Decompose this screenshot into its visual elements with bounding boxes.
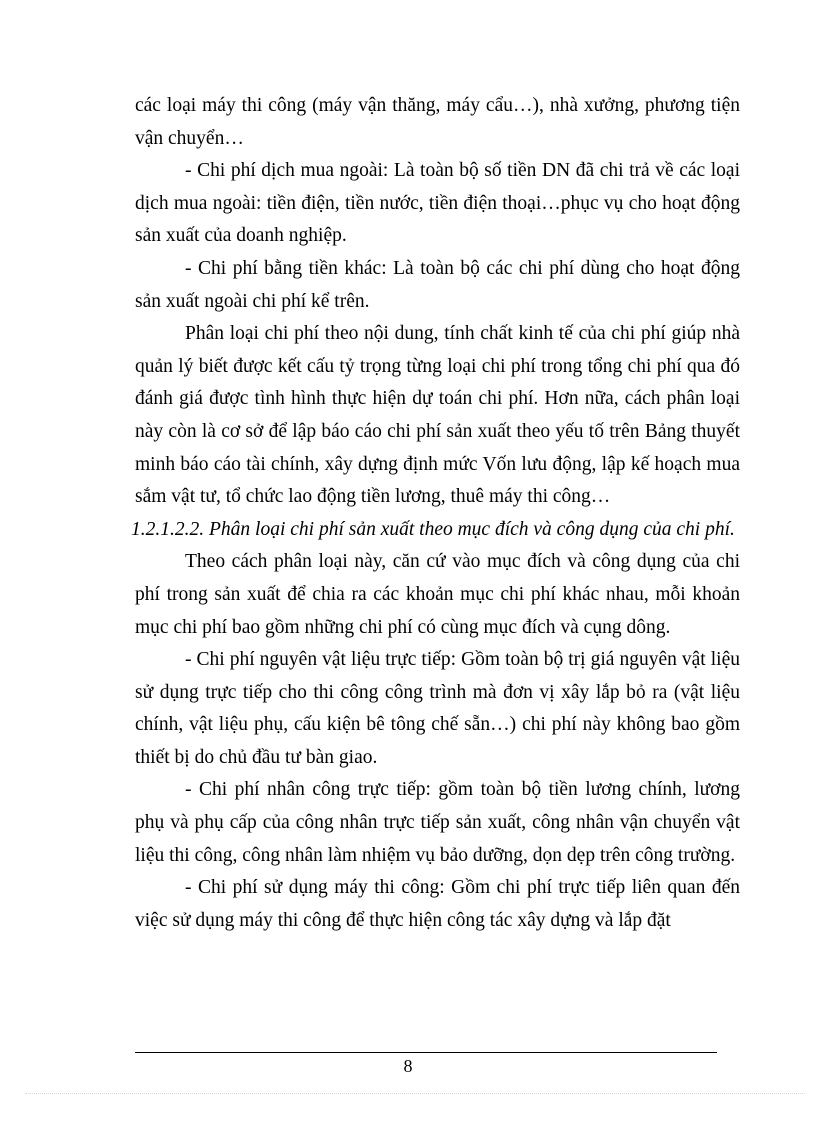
paragraph-direct-materials-cost: - Chi phí nguyên vật liệu trực tiếp: Gồm toàn bộ trị giá nguyên vật liệu sử dụng trực tiếp cho thi công công trình mà đơn vị xây lắp bỏ ra (vật liệu chính, vật liệu phụ, cấu kiện bê tông chế sẵn…) chi phí này không bao gồm thiết bị do chủ đầu tư bàn giao. bbox=[135, 649, 740, 768]
page-number: 8 bbox=[403, 1056, 413, 1076]
paragraph-other-cash-cost: - Chi phí bằng tiền khác: Là toàn bộ các chi phí dùng cho hoạt động sản xuất ngoài chi phí kể trên. bbox=[135, 257, 740, 312]
page-bottom-edge bbox=[25, 1093, 805, 1094]
paragraph-direct-labor-cost: - Chi phí nhân công trực tiếp: gồm toàn bộ tiền lương chính, lương phụ và phụ cấp của công nhân trực tiếp sản xuất, công nhân vận chuyển vật liệu thi công, công nhân làm nhiệm vụ bảo dưỡng, dọn dẹp trên công trường. bbox=[135, 779, 740, 866]
page-body bbox=[131, 90, 740, 937]
paragraph-classification-benefits: Phân loại chi phí theo nội dung, tính chất kinh tế của chi phí giúp nhà quản lý biết được kết cấu tỷ trọng từng loại chi phí trong tổng chi phí qua đó đánh giá được tình hình thực hiện dự toán chi phí. Hơn nữa, cách phân loại này còn là cơ sở để lập báo cáo chi phí sản xuất theo yếu tố trên Bảng thuyết minh báo cáo tài chính, xây dựng định mức Vốn lưu động, lập kế hoạch mua sắm vật tư, tổ chức lao động tiền lương, thuê máy thi công… bbox=[135, 323, 740, 508]
paragraph-continuation: các loại máy thi công (máy vận thăng, máy cẩu…), nhà xưởng, phương tiện vận chuyển… bbox=[135, 95, 740, 149]
paragraph-purchased-services-cost: - Chi phí dịch mua ngoài: Là toàn bộ số tiền DN đã chi trả về các loại dịch mua ngoài: tiền điện, tiền nước, tiền điện thoại…phục vụ cho hoạt động sản xuất của doanh nghiệp. bbox=[135, 160, 740, 247]
footer-divider bbox=[135, 1052, 717, 1053]
paragraph-machine-usage-cost: - Chi phí sử dụng máy thi công: Gồm chi phí trực tiếp liên quan đến việc sử dụng máy thi công để thực hiện công tác xây dựng và lắp đặt bbox=[135, 877, 740, 931]
paragraph-classification-intro: Theo cách phân loại này, căn cứ vào mục đích và công dụng của chi phí trong sản xuất để chia ra các khoản mục chi phí khác nhau, mỗi khoản mục chi phí bao gồm những chi phí có cùng mục đích và cụng dông. bbox=[135, 551, 740, 638]
section-heading: 1.2.1.2.2. Phân loại chi phí sản xuất theo mục đích và công dụng của chi phí. bbox=[131, 518, 735, 540]
